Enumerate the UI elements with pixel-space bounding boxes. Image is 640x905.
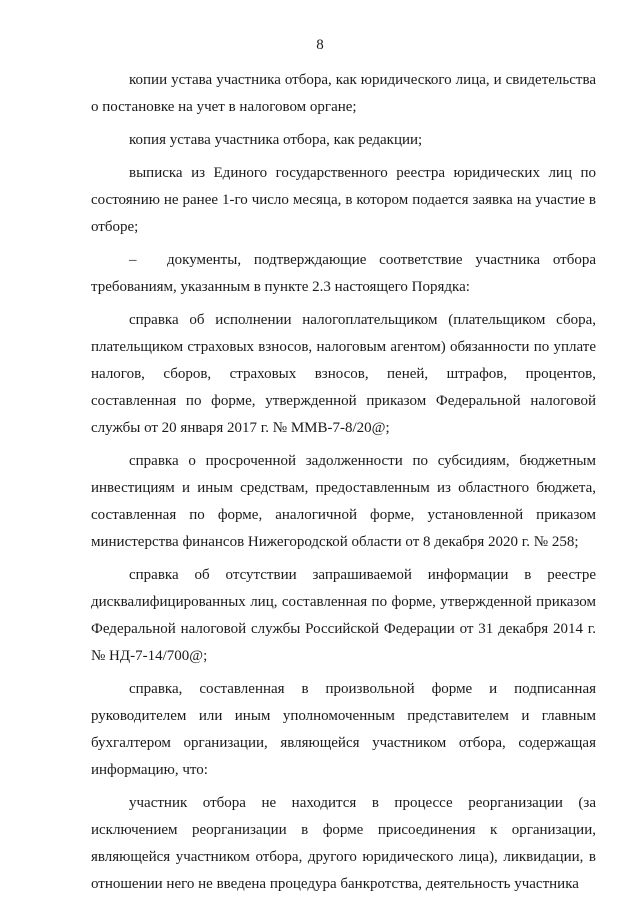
paragraph-charter-copies: копии устава участника отбора, как юридического лица, и свидетельства о постановке на учет в налоговом органе; [91,72,596,115]
document-body [91,67,596,904]
paragraph-editorial-charter: копия устава участника отбора, как редакции; [129,132,423,148]
paragraph-free-form-certificate: справка, составленная в произвольной форме и подписанная руководителем или иным уполномоченным представителем и главным бухгалтером организации, являющейся участником отбора, содержащая информацию, что: [91,681,596,778]
paragraph-compliance-documents [91,247,596,301]
paragraph-compliance-documents-text: документы, подтверждающие соответствие участника отбора требованиям, указанным в пункте 2.3 настоящего Порядка: [91,252,596,295]
page-number: 8 [316,37,324,53]
paragraph-overdue-debt-certificate: справка о просроченной задолженности по субсидиям, бюджетным инвестициям и иным средствам, предоставленным из областного бюджета, составленная по форме, аналогичной форме, установленной приказом министерства финансов Нижегородской области от 8 декабря 2020 г. № 258; [91,453,596,550]
paragraph-registry-extract: выписка из Единого государственного реестра юридических лиц по состоянию не ранее 1-го число месяца, в котором подается заявка на участие в отборе; [91,165,596,235]
paragraph-reorganization-status: участник отбора не находится в процессе реорганизации (за исключением реорганизации в форме присоединения к организации, являющейся участником отбора, другого юридического лица), ликвидации, в отношении него не введена процедура банкротства, деятельность участника [91,795,596,892]
paragraph-disqualified-registry-certificate: справка об отсутствии запрашиваемой информации в реестре дисквалифицированных лиц, составленная по форме, утвержденной приказом Федеральной налоговой службы Российской Федерации от 31 декабря 2014 г. № НД-7-14/700@; [91,567,596,664]
paragraph-tax-certificate: справка об исполнении налогоплательщиком (плательщиком сбора, плательщиком страховых взносов, налоговым агентом) обязанности по уплате налогов, сборов, страховых взносов, пеней, штрафов, процентов, составленная по форме, утвержденной приказом Федеральной налоговой службы от 20 января 2017 г. № ММВ-7-8/20@; [91,312,596,436]
list-dash: – [129,252,137,268]
